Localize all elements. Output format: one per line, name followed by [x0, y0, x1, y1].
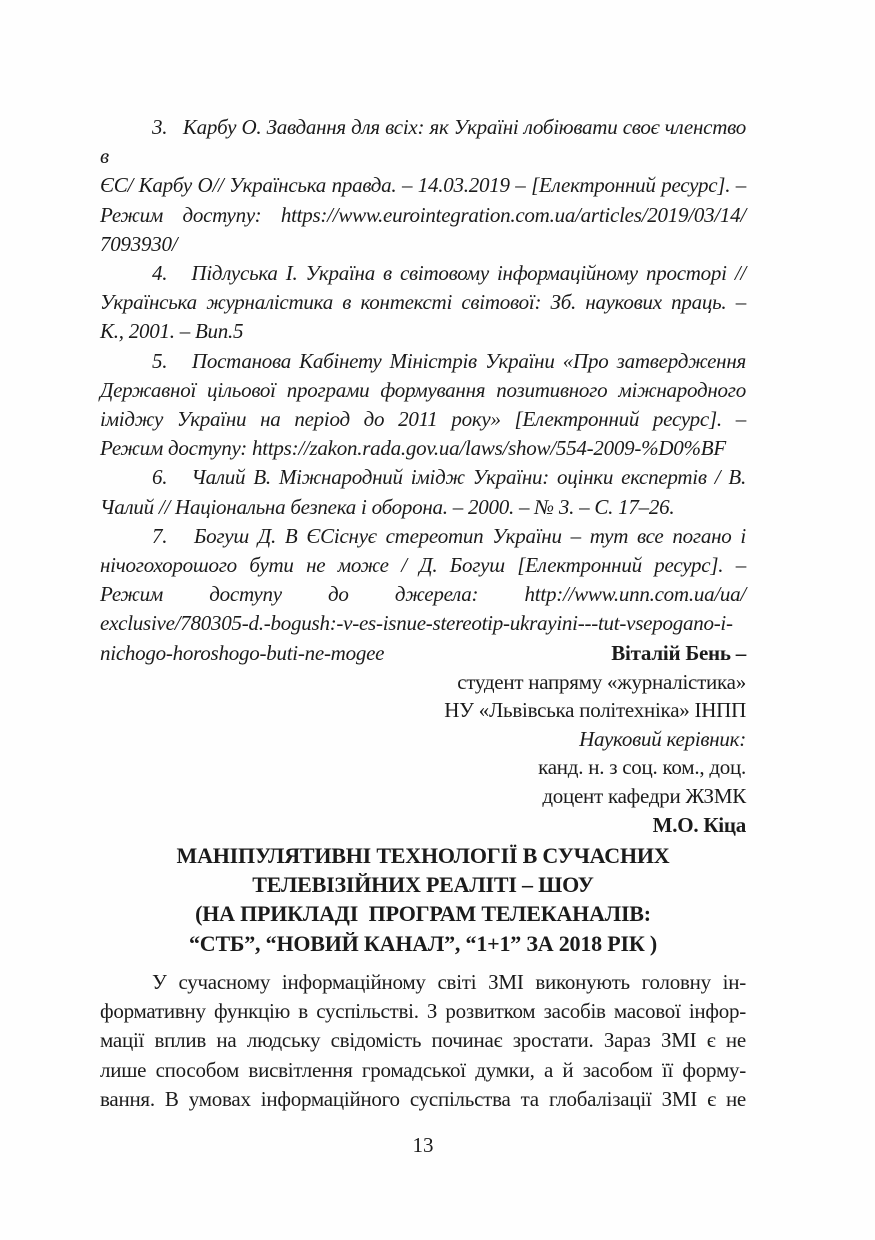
reference-line: nichogo-horoshogo-buti-ne-mogee — [100, 640, 385, 665]
article-title — [100, 841, 746, 958]
body-line: формативну функцію в суспільстві. З розвитком засобів масової інфор- — [100, 999, 746, 1024]
reference-line: 7. Богуш Д. В ЄСіснує стереотип України – тут все погано і — [152, 523, 746, 548]
title-line: (НА ПРИКЛАДІ ПРОГРАМ ТЕЛЕКАНАЛІВ: — [195, 901, 651, 927]
reference-line: ЄС/ Карбу О// Українська правда. – 14.03.2019 – [Електронний ресурс]. – — [100, 173, 746, 198]
reference-line: Чалий // Національна безпека і оборона. – 2000. – № 3. – С. 17–26. — [100, 494, 675, 519]
author-line: студент напряму «журналістика» — [457, 669, 746, 694]
reference-line: Режим доступу: https://zakon.rada.gov.ua/laws/show/554-2009-%D0%BF — [100, 436, 726, 461]
author-line: Віталій Бень – — [611, 641, 746, 665]
author-line: НУ «Львівська політехніка» ІНПП — [444, 698, 746, 723]
author-line: Науковий керівник: — [579, 726, 746, 751]
reference-line: exclusive/780305-d.-bogush:-v-es-isnue-stereotip-ukrayini---tut-vsepogano-i- — [100, 611, 733, 636]
body-line: вання. В умовах інформаційного суспільства та глобалізації ЗМІ є не — [100, 1086, 746, 1111]
author-line: доцент кафедри ЖЗМК — [542, 783, 746, 808]
author-block — [100, 639, 746, 839]
title-line: ТЕЛЕВІЗІЙНИХ РЕАЛІТІ – ШОУ — [252, 872, 594, 898]
body-paragraph — [100, 968, 746, 1114]
reference-line: Українська журналістика в контексті світової: Зб. наукових праць. – — [100, 290, 746, 315]
reference-line: 3. Карбу О. Завдання для всіх: як Україні лобіювати своє членство в — [100, 115, 746, 169]
body-line: лише способом висвітлення громадської думки, а й засобом її форму- — [100, 1057, 746, 1082]
reference-line: К., 2001. – Вип.5 — [100, 319, 244, 344]
reference-line: Державної цільової програми формування позитивного міжнародного — [100, 377, 746, 402]
reference-line: 4. Підлуська І. Україна в світовому інформаційному просторі // — [152, 261, 746, 286]
reference-line: Режим доступу: https://www.eurointegration.com.ua/articles/2019/03/14/ — [100, 202, 746, 227]
body-line: У сучасному інформаційному світі ЗМІ виконують головну ін- — [152, 970, 746, 994]
page-number: 13 — [412, 1133, 434, 1157]
body-line: мації вплив на людську свідомість починає зростати. Зараз ЗМІ є не — [100, 1028, 746, 1053]
reference-line: нічогохорошого бути не може / Д. Богуш [Електронний ресурс]. – — [100, 553, 746, 578]
title-line: “СТБ”, “НОВИЙ КАНАЛ”, “1+1” ЗА 2018 РІК ) — [188, 930, 658, 956]
reference-line: 5. Постанова Кабінету Міністрів України «Про затвердження — [152, 348, 746, 373]
reference-line: Режим доступу до джерела: http://www.unn.com.ua/ua/ — [100, 582, 746, 607]
author-line: канд. н. з соц. ком., доц. — [538, 755, 746, 780]
reference-line: іміджу України на період до 2011 року» [Електронний ресурс]. – — [100, 407, 746, 432]
reference-line: 7093930/ — [100, 231, 178, 256]
author-line: М.О. Кіца — [652, 812, 746, 837]
references-section — [100, 113, 746, 668]
title-line: МАНІПУЛЯТИВНІ ТЕХНОЛОГІЇ В СУЧАСНИХ — [176, 843, 670, 868]
reference-line: 6. Чалий В. Міжнародний імідж України: оцінки експертів / В. — [152, 465, 746, 490]
